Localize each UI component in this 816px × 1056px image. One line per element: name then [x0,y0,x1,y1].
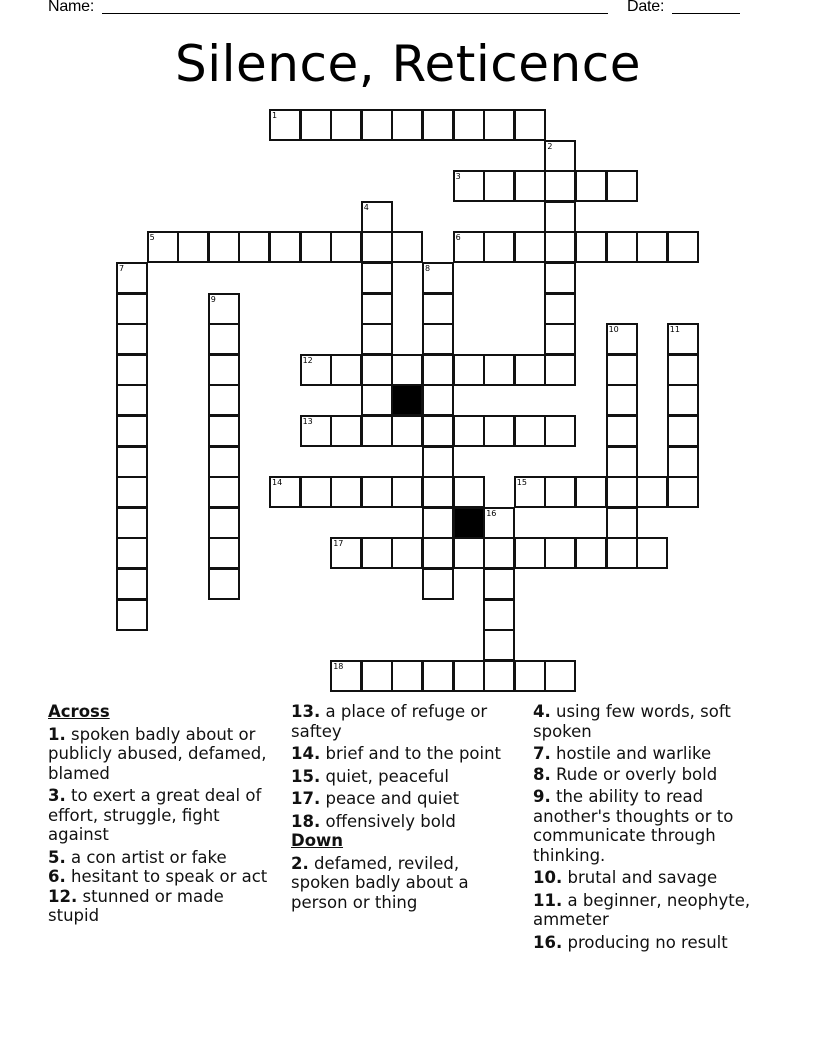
clue-across-14: 14. brief and to the point [291,744,502,763]
grid-cell[interactable] [116,262,148,294]
grid-cell[interactable] [391,476,423,508]
grid-cell[interactable] [544,354,576,386]
clue-number: 1 [272,111,278,120]
clue-across-1: 1. spoken badly about or publicly abused, defamed, blamed [48,724,267,783]
grid-cell[interactable] [208,231,240,263]
grid-cell[interactable] [269,476,301,508]
clue-number: 16 [486,508,497,518]
grid-cell[interactable] [667,354,699,386]
grid-cell[interactable] [361,660,393,692]
grid-cell[interactable] [208,354,240,386]
grid-cell[interactable] [391,354,423,386]
grid-cell[interactable] [208,507,240,539]
grid-cell[interactable] [300,109,332,141]
grid-cell[interactable] [116,507,148,539]
grid-cell[interactable] [391,537,423,569]
clue-number: 17 [333,539,344,549]
grid-cell[interactable] [208,446,240,478]
grid-cell[interactable] [606,170,638,202]
grid-cell[interactable] [300,476,332,508]
date-label: Date: [627,0,665,15]
grid-cell[interactable] [514,415,546,447]
grid-cell[interactable] [361,323,393,355]
grid-cell[interactable] [514,231,546,263]
clue-across-5: 5. a con artist or fake [48,847,227,867]
grid-cell[interactable] [667,384,699,416]
grid-cell[interactable] [422,537,454,569]
grid-cell[interactable] [575,170,607,202]
grid-cell[interactable] [453,109,485,141]
grid-cell[interactable] [208,323,240,355]
grid-cell[interactable] [606,323,638,355]
grid-cell[interactable] [116,599,148,631]
clue-number: 14 [272,478,283,488]
grid-cell[interactable] [514,660,546,692]
grid-cell[interactable] [116,537,148,569]
grid-cell[interactable] [330,476,362,508]
grid-cell[interactable] [208,293,240,325]
clue-down-8: 8. Rude or overly bold [533,764,718,784]
grid-cell[interactable] [208,384,240,416]
grid-cell[interactable] [514,476,546,508]
clue-down-16: 16. producing no result [533,932,728,952]
clues-column-3 [533,702,773,955]
grid-cell[interactable] [269,231,301,263]
grid-cell[interactable] [116,446,148,478]
grid-cell[interactable] [300,415,332,447]
clue-number: 7 [119,264,125,273]
grid-cell[interactable] [453,415,485,447]
black-cell [391,384,423,416]
clue-down-11: 11. a beginner, neophyte, ammeter [533,890,751,929]
grid-cell[interactable] [483,568,515,600]
across-heading: Across [48,702,110,721]
grid-cell[interactable] [606,446,638,478]
grid-cell[interactable] [544,293,576,325]
grid-cell[interactable] [116,384,148,416]
clue-across-6: 6. hesitant to speak or act [48,867,268,886]
clue-across-15: 15. quiet, peaceful [291,766,449,786]
grid-cell[interactable] [330,231,362,263]
grid-cell[interactable] [422,384,454,416]
grid-cell[interactable] [361,354,393,386]
grid-cell[interactable] [606,415,638,447]
grid-cell[interactable] [422,568,454,600]
clue-across-18: 18. offensively bold [291,811,456,831]
grid-cell[interactable] [453,231,485,263]
clues-column-2 [291,702,523,915]
grid-cell[interactable] [606,384,638,416]
grid-cell[interactable] [422,293,454,325]
grid-cell[interactable] [330,537,362,569]
grid-cell[interactable] [636,231,668,263]
grid-cell[interactable] [330,354,362,386]
clue-down-2: 2. defamed, reviled, spoken badly about a person or thing [291,853,469,912]
grid-cell[interactable] [544,170,576,202]
grid-cell[interactable] [667,323,699,355]
grid-cell[interactable] [453,476,485,508]
grid-cell[interactable] [361,109,393,141]
grid-cell[interactable] [330,109,362,141]
grid-cell[interactable] [575,231,607,263]
grid-cell[interactable] [606,476,638,508]
clue-number: 2 [547,141,553,151]
down-heading: Down [291,831,344,850]
grid-cell[interactable] [636,537,668,569]
grid-cell[interactable] [483,170,515,202]
grid-cell[interactable] [422,660,454,692]
grid-cell[interactable] [667,446,699,478]
grid-cell[interactable] [116,323,148,355]
clue-number: 10 [608,325,619,335]
page-title: Silence, Reticence [175,35,641,93]
clue-number: 9 [210,294,216,304]
grid-cell[interactable] [422,415,454,447]
grid-cell[interactable] [422,262,454,294]
grid-cell[interactable] [422,446,454,478]
clue-number: 5 [149,233,155,243]
grid-cell[interactable] [483,415,515,447]
grid-cell[interactable] [361,293,393,325]
grid-cell[interactable] [636,476,668,508]
grid-cell[interactable] [453,354,485,386]
grid-cell[interactable] [361,201,393,233]
grid-cell[interactable] [514,170,546,202]
grid-cell[interactable] [391,231,423,263]
clues-column-1 [48,702,280,929]
grid-cell[interactable] [391,660,423,692]
grid-cell[interactable] [606,354,638,386]
clue-across-3: 3. to exert a great deal of effort, struggle, fight against [48,786,262,844]
clue-number: 3 [455,172,461,182]
grid-cell[interactable] [667,415,699,447]
grid-cell[interactable] [300,231,332,263]
grid-cell[interactable] [483,354,515,386]
grid-cell[interactable] [177,231,209,263]
grid-cell[interactable] [147,231,179,263]
clue-number: 12 [302,355,313,365]
grid-cell[interactable] [208,537,240,569]
grid-cell[interactable] [544,476,576,508]
grid-cell[interactable] [514,354,546,386]
grid-cell[interactable] [116,476,148,508]
grid-cell[interactable] [453,660,485,692]
grid-cell[interactable] [330,660,362,692]
grid-cell[interactable] [208,476,240,508]
grid-cell[interactable] [361,476,393,508]
grid-cell[interactable] [606,507,638,539]
grid-cell[interactable] [514,109,546,141]
grid-cell[interactable] [422,476,454,508]
grid-cell[interactable] [208,415,240,447]
clue-number: 8 [425,264,431,273]
clue-down-4: 4. using few words, soft spoken [533,702,731,741]
grid-cell[interactable] [422,109,454,141]
grid-cell[interactable] [483,629,515,661]
grid-cell[interactable] [422,354,454,386]
grid-cell[interactable] [483,109,515,141]
grid-cell[interactable] [544,323,576,355]
clue-number: 18 [333,661,344,671]
clue-down-10: 10. brutal and savage [533,868,718,887]
grid-cell[interactable] [422,507,454,539]
grid-cell[interactable] [544,231,576,263]
grid-cell[interactable] [544,201,576,233]
grid-cell[interactable] [483,537,515,569]
grid-cell[interactable] [238,231,270,263]
clue-number: 13 [302,417,313,426]
clue-down-7: 7. hostile and warlike [533,744,712,763]
grid-cell[interactable] [544,140,576,172]
grid-cell[interactable] [667,231,699,263]
grid-cell[interactable] [514,537,546,569]
grid-cell[interactable] [361,537,393,569]
grid-cell[interactable] [544,537,576,569]
clue-across-17: 17. peace and quiet [291,789,460,808]
grid-cell[interactable] [361,384,393,416]
clue-number: 15 [516,478,527,488]
grid-cell[interactable] [483,599,515,631]
grid-cell[interactable] [453,537,485,569]
clue-number: 11 [669,325,680,335]
grid-cell[interactable] [453,170,485,202]
grid-cell[interactable] [483,507,515,539]
grid-cell[interactable] [575,476,607,508]
grid-cell[interactable] [116,293,148,325]
grid-cell[interactable] [391,109,423,141]
grid-cell[interactable] [422,323,454,355]
grid-cell[interactable] [667,476,699,508]
grid-cell[interactable] [544,415,576,447]
grid-cell[interactable] [544,660,576,692]
grid-cell[interactable] [483,660,515,692]
grid-cell[interactable] [330,415,362,447]
grid-cell[interactable] [208,568,240,600]
grid-cell[interactable] [116,354,148,386]
clue-number: 4 [363,202,369,212]
clue-number: 6 [455,233,461,243]
grid-cell[interactable] [391,415,423,447]
grid-cell[interactable] [269,109,301,141]
grid-cell[interactable] [361,231,393,263]
name-label: Name: [48,0,95,15]
grid-cell[interactable] [483,231,515,263]
clue-across-13: 13. a place of refuge or saftey [291,702,488,741]
grid-cell[interactable] [606,537,638,569]
clue-across-12: 12. stunned or made stupid [48,886,224,925]
grid-cell[interactable] [361,262,393,294]
grid-cell[interactable] [300,354,332,386]
grid-cell[interactable] [116,415,148,447]
grid-cell[interactable] [606,231,638,263]
clue-down-9: 9. the ability to read another's thoughts or to communicate through thinking. [533,787,734,865]
grid-cell[interactable] [361,415,393,447]
black-cell [453,507,485,539]
grid-cell[interactable] [116,568,148,600]
grid-cell[interactable] [575,537,607,569]
grid-cell[interactable] [544,262,576,294]
